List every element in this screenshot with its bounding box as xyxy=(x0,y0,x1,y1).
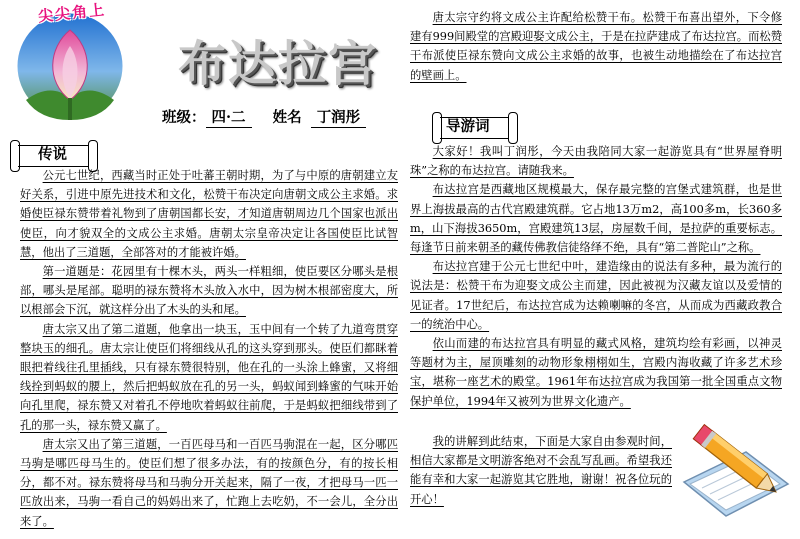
lotus-logo xyxy=(10,0,130,128)
logo-text: 尖尖角上 xyxy=(37,0,107,26)
page-title: 布达拉宫 xyxy=(178,36,379,92)
closing-paragraph: 我的讲解到此结束，下面是大家自由参观时间，相信大家都是文明游客绝对不会乱写乱画。希望我还能有幸和大家一起游览其它胜地，谢谢！祝各位玩的开心！ xyxy=(410,435,672,506)
name-value: 丁润彤 xyxy=(311,109,367,128)
legend-paragraph-1: 公元七世纪，西藏当时正处于吐蕃王朝时期，为了与中原的唐朝建立友好关系，引进中原先进技术和文化，松赞干布决定向唐朝文成公主求婚。求婚使臣禄东赞带着礼物到了唐朝国都长安，才知道唐朝周边几个国家也派出使臣，向才貌双全的文成公主求婚。唐朝太宗皇帝决定让各国使臣比试智慧，他出了三道题，全部答对的才能被许婚。 xyxy=(20,169,398,259)
class-value: 四·二 xyxy=(206,109,252,128)
guide-scroll-label xyxy=(432,114,520,140)
legend-paragraph-3: 唐太宗又出了第二道题，他拿出一块玉，玉中间有一个转了九道弯贯穿整块玉的细孔。唐太宗让使臣们将细线从孔的这头穿到那头。使臣们都眯着眼把着线往孔里插线，只有禄东赞很特别，他在孔的一头涂上蜂蜜，又将细线拴到蚂蚁的腰上，然后把蚂蚁放在孔的另一头，蚂蚁闻到蜂蜜的气味开始向孔里爬，禄东赞又对着孔不停地吹着蚂蚁往前爬，于是蚂蚁把细线带到了孔的那一头，禄东赞又赢了。 xyxy=(20,322,398,432)
guide-paragraph-4: 依山而建的布达拉宫具有明显的藏式风格，建筑均绘有彩画，以神灵等题材为主，屋顶雕刻的动物形象栩栩如生，宫殿内海收藏了许多艺术珍宝，堪称一座艺术的殿堂。1961年布达拉宫成为我国第一批全国重点文物保护单位，1994年又被列为世界文化遗产。 xyxy=(410,337,782,408)
guide-paragraph-3: 布达拉宫建于公元七世纪中叶，建造缘由的说法有多种，最为流行的说法是：松赞干布为迎娶文成公主而建，因此被视为汉藏友谊以及爱情的见证者。17世纪后，布达拉宫成为达赖喇嘛的冬宫，从而成为西藏政教合一的统治中心。 xyxy=(410,260,782,331)
legend-text xyxy=(20,166,398,531)
class-label: 班级： xyxy=(162,109,206,126)
guide-title: 导游词 xyxy=(446,118,490,135)
name-label: 姓名 xyxy=(272,109,302,126)
guide-closing xyxy=(410,432,672,509)
student-info xyxy=(162,107,402,129)
legend-paragraph-2: 第一道题是：花园里有十棵木头，两头一样粗细，使臣要区分哪头是根部，哪头是尾部。聪明的禄东赞将木头放入水中，因为树木根部密度大，所以根部会下沉，就这样分出了木头的头和尾。 xyxy=(20,265,398,317)
guide-paragraph-2: 布达拉宫是西藏地区规模最大，保存最完整的宫堡式建筑群，也是世界上海拔最高的古代宫殿建筑群。它占地13万m2，高100多m，长360多m，山下海拔3650m，宫殿建筑13层，房屋数千间，是拉萨的重要标志。每逢节日前来朝圣的藏传佛教信徒络绎不绝，具有“第二普陀山”之称。 xyxy=(410,183,782,255)
legend-paragraph-4: 唐太宗又出了第三道题，一百匹母马和一百匹马驹混在一起，区分哪匹马驹是哪匹母马生的。使臣们想了很多办法，有的按颜色分，有的按长相分，都不对。禄东赞将母马和马驹分开关起来，隔了一夜，才把母马一匹一匹放出来，马驹一看自己的妈妈出来了，忙跑上去吃奶，不一会儿，全分出来了。 xyxy=(20,437,398,528)
legend-title: 传说 xyxy=(38,146,67,163)
guide-paragraph-1: 大家好！我叫丁润彤，今天由我陪同大家一起游览具有“世界屋脊明珠”之称的布达拉宫。请随我来。 xyxy=(410,145,782,178)
pencil-notebook-icon xyxy=(676,412,794,524)
legend-ending-paragraph: 唐太宗守约将文成公主许配给松赞干布。松赞干布喜出望外，下令修建有999间殿堂的宫殿迎娶文成公主，于是在拉萨建成了布达拉宫。而松赞干布派使臣禄东赞向文成公主求婚的故事，也被生动地描绘在了布达拉宫的壁画上。 xyxy=(410,11,782,82)
legend-continuation xyxy=(410,8,782,85)
guide-text xyxy=(410,142,782,411)
legend-scroll-label xyxy=(10,142,100,168)
